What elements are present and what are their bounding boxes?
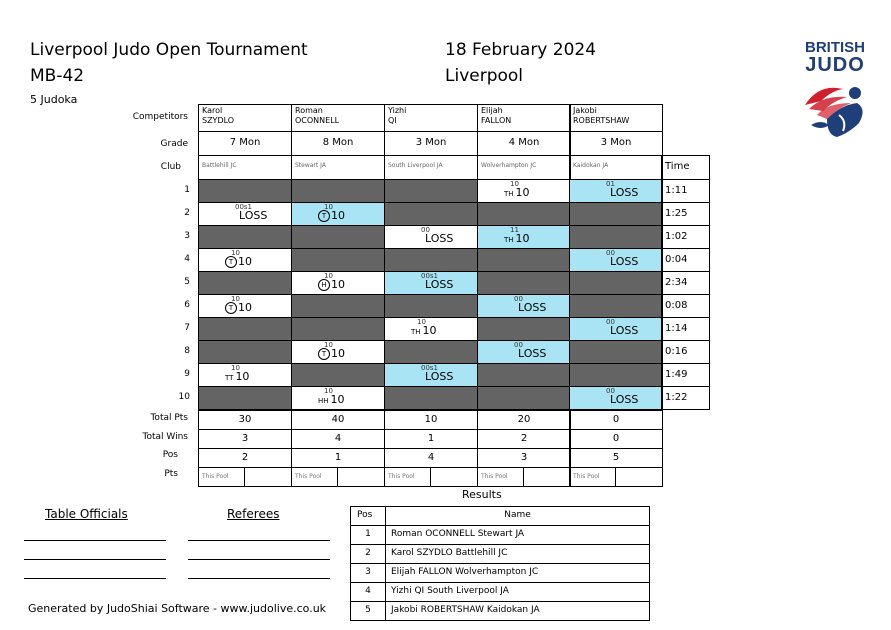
empty-match-cell (291, 248, 385, 272)
match-score: 00 (606, 318, 615, 326)
waza-mark-icon: T (318, 210, 330, 222)
match-score: 10 (324, 341, 333, 349)
results-pos-cell: 5 (350, 601, 386, 621)
empty-match-cell (569, 271, 663, 295)
match-result-value: 10 (515, 186, 530, 199)
total-pts-cell: 0 (569, 410, 663, 430)
empty-match-cell (569, 340, 663, 364)
match-number: 5 (184, 277, 190, 287)
match-result-value: 10 (331, 347, 345, 360)
this-pool-label: This Pool (292, 468, 338, 486)
position-cell: 1 (291, 448, 385, 468)
total-pts-cell: 40 (291, 410, 385, 430)
competitor-grade-cell: 4 Mon (477, 131, 571, 156)
label-total-pts: Total Pts (150, 413, 188, 423)
empty-match-cell (384, 386, 478, 410)
match-score: 11 (510, 226, 519, 234)
match-result-cell (384, 225, 478, 249)
match-result-cell (198, 294, 292, 318)
competitor-club-cell: Stewart JA (291, 155, 385, 180)
match-number: 4 (184, 254, 190, 264)
competitor-club-cell: Battlehill JC (198, 155, 292, 180)
waza-mark: TH (504, 236, 514, 244)
total-wins-cell: 0 (569, 429, 663, 449)
match-result (425, 278, 453, 291)
match-result (610, 393, 638, 406)
total-pts-cell: 20 (477, 410, 571, 430)
match-time-cell: 1:14 (661, 317, 710, 341)
competitor-first-name: Roman (295, 106, 323, 115)
match-result-value: LOSS (610, 186, 639, 199)
empty-match-cell (477, 317, 571, 341)
match-result-value: LOSS (425, 370, 454, 383)
results-name-cell: Jakobi ROBERTSHAW Kaidokan JA (385, 601, 650, 621)
match-score: 10 (231, 249, 240, 257)
match-result-cell (384, 271, 478, 295)
competitor-grade-cell: 8 Mon (291, 131, 385, 156)
official-signature-line (24, 578, 166, 579)
competitor-name-cell (569, 104, 663, 132)
competitor-grade-cell: 3 Mon (384, 131, 478, 156)
results-name-header: Name (385, 506, 650, 526)
empty-match-cell (198, 271, 292, 295)
waza-mark-icon: T (225, 256, 237, 268)
competitor-last-name: FALLON (481, 116, 512, 125)
total-wins-cell: 3 (198, 429, 292, 449)
match-result-cell (384, 317, 478, 341)
match-result (518, 347, 546, 360)
label-competitors: Competitors (132, 112, 188, 122)
competitor-name-cell (198, 104, 292, 132)
empty-match-cell (384, 294, 478, 318)
empty-match-cell (477, 248, 571, 272)
match-number: 10 (178, 392, 190, 402)
match-number: 8 (184, 346, 190, 356)
match-number: 7 (184, 323, 190, 333)
tournament-title: Liverpool Judo Open Tournament (30, 40, 308, 60)
this-pool-label: This Pool (570, 468, 616, 486)
match-score: 00s1 (235, 203, 253, 211)
match-result-cell (291, 340, 385, 364)
logo-text-line1: BRITISH (805, 39, 865, 56)
match-result (610, 255, 638, 268)
match-result-value: LOSS (610, 324, 639, 337)
results-pos-cell: 1 (350, 525, 386, 545)
referee-signature-line (188, 540, 330, 541)
waza-mark: TH (411, 328, 421, 336)
match-time-cell: 2:34 (661, 271, 710, 295)
match-score: 00s1 (421, 272, 439, 280)
table-officials-label: Table Officials (45, 507, 128, 521)
match-result (504, 232, 530, 245)
tournament-location: Liverpool (445, 66, 524, 86)
this-pool-label: This Pool (478, 468, 524, 486)
match-result (239, 209, 267, 222)
tournament-date: 18 February 2024 (445, 40, 597, 60)
competitor-club-cell: South Liverpool JA (384, 155, 478, 180)
match-result-value: 10 (238, 255, 252, 268)
position-cell: 4 (384, 448, 478, 468)
this-pool-label: This Pool (199, 468, 245, 486)
match-result-value: LOSS (425, 278, 454, 291)
judoka-count: 5 Judoka (30, 93, 78, 106)
competitor-first-name: Jakobi (573, 106, 597, 115)
competitor-grade-cell: 7 Mon (198, 131, 292, 156)
empty-match-cell (291, 179, 385, 203)
match-result-cell (569, 179, 663, 203)
referees-label: Referees (227, 507, 280, 521)
pool-pts-cell (384, 467, 478, 487)
results-name-cell: Elijah FALLON Wolverhampton JC (385, 563, 650, 583)
competitor-club-cell: Wolverhampton JC (477, 155, 571, 180)
match-number: 1 (184, 185, 190, 195)
match-score: 00 (514, 295, 523, 303)
competitor-club-cell: Kaidokan JA (569, 155, 663, 180)
results-pos-cell: 3 (350, 563, 386, 583)
match-result-value: LOSS (610, 393, 639, 406)
category-label: MB-42 (30, 66, 85, 86)
waza-mark: HH (318, 397, 329, 405)
empty-match-cell (198, 340, 292, 364)
position-cell: 3 (477, 448, 571, 468)
match-result (518, 301, 546, 314)
match-result-value: LOSS (425, 232, 454, 245)
match-result (504, 186, 530, 199)
match-time-cell: 1:11 (661, 179, 710, 203)
match-time-cell: 1:02 (661, 225, 710, 249)
waza-mark-icon: T (318, 348, 330, 360)
match-result (411, 324, 437, 337)
waza-mark-icon: H (318, 279, 330, 291)
match-result-cell (198, 363, 292, 387)
empty-match-cell (569, 363, 663, 387)
match-result-value: 10 (422, 324, 437, 337)
match-result-value: 10 (235, 370, 250, 383)
competitor-first-name: Yizhi (388, 106, 407, 115)
match-result-value: LOSS (518, 301, 547, 314)
total-wins-cell: 4 (291, 429, 385, 449)
match-score: 10 (231, 364, 240, 372)
results-title: Results (462, 488, 502, 501)
match-score: 10 (324, 272, 333, 280)
match-result-value: LOSS (518, 347, 547, 360)
empty-match-cell (384, 179, 478, 203)
match-result-value: 10 (330, 393, 345, 406)
match-score: 00s1 (421, 364, 439, 372)
match-score: 10 (510, 180, 519, 188)
label-total-wins: Total Wins (142, 432, 188, 442)
empty-match-cell (477, 386, 571, 410)
official-signature-line (24, 540, 166, 541)
match-time-cell: 0:04 (661, 248, 710, 272)
logo-text-line2: JUDO (805, 54, 865, 76)
empty-match-cell (477, 271, 571, 295)
competitor-name-cell (384, 104, 478, 132)
match-score: 10 (231, 295, 240, 303)
label-pos: Pos (162, 450, 178, 460)
match-result (318, 278, 345, 291)
match-result-cell (477, 340, 571, 364)
match-number: 6 (184, 300, 190, 310)
empty-match-cell (384, 248, 478, 272)
match-result (610, 186, 638, 199)
pool-pts-cell (198, 467, 292, 487)
competitor-grade-cell: 3 Mon (569, 131, 663, 156)
competitor-first-name: Elijah (481, 106, 503, 115)
match-result-cell (384, 363, 478, 387)
match-result (425, 232, 453, 245)
label-club: Club (160, 162, 181, 172)
this-pool-label: This Pool (385, 468, 431, 486)
match-score: 10 (324, 203, 333, 211)
match-score: 00 (606, 387, 615, 395)
footer-generated: Generated by JudoShiai Software - www.judolive.co.uk (28, 602, 327, 615)
match-result (225, 370, 249, 383)
match-result-cell (291, 202, 385, 226)
empty-match-cell (198, 225, 292, 249)
empty-match-cell (198, 179, 292, 203)
label-grade: Grade (160, 139, 188, 149)
match-result-cell (198, 248, 292, 272)
match-result-cell (477, 294, 571, 318)
empty-match-cell (569, 225, 663, 249)
match-result (318, 209, 345, 222)
match-result-value: LOSS (610, 255, 639, 268)
match-score: 01 (606, 180, 615, 188)
match-time-cell: 1:49 (661, 363, 710, 387)
match-result-value: 10 (331, 209, 345, 222)
competitor-first-name: Karol (202, 106, 223, 115)
match-result-value: 10 (515, 232, 530, 245)
waza-mark: TH (504, 190, 514, 198)
match-time-cell: 1:25 (661, 202, 710, 226)
empty-match-cell (477, 202, 571, 226)
time-header: Time (661, 155, 710, 180)
waza-mark: TT (225, 374, 234, 382)
judoka-figure-icon (797, 75, 873, 147)
empty-match-cell (198, 317, 292, 341)
competitor-last-name: SZYDLO (202, 116, 235, 125)
empty-match-cell (384, 202, 478, 226)
match-result-value: LOSS (239, 209, 268, 222)
empty-match-cell (569, 202, 663, 226)
match-result-cell (291, 271, 385, 295)
empty-match-cell (291, 317, 385, 341)
competitor-name-cell (291, 104, 385, 132)
competitor-last-name: OCONNELL (295, 116, 340, 125)
match-result (318, 347, 345, 360)
match-time-cell: 0:16 (661, 340, 710, 364)
match-result (425, 370, 453, 383)
empty-match-cell (477, 363, 571, 387)
match-result-cell (569, 386, 663, 410)
match-number: 9 (184, 369, 190, 379)
match-result (225, 255, 252, 268)
empty-match-cell (384, 340, 478, 364)
referee-signature-line (188, 559, 330, 560)
empty-match-cell (291, 225, 385, 249)
match-result-value: 10 (331, 278, 345, 291)
match-result (610, 324, 638, 337)
position-cell: 5 (569, 448, 663, 468)
referee-signature-line (188, 578, 330, 579)
total-pts-cell: 10 (384, 410, 478, 430)
match-time-cell: 0:08 (661, 294, 710, 318)
total-wins-cell: 1 (384, 429, 478, 449)
empty-match-cell (291, 294, 385, 318)
match-number: 2 (184, 208, 190, 218)
match-score: 00 (514, 341, 523, 349)
match-result-cell (569, 317, 663, 341)
competitor-last-name: QI (388, 116, 397, 125)
british-judo-logo (795, 40, 875, 150)
match-score: 10 (417, 318, 426, 326)
match-result-cell (198, 202, 292, 226)
match-result-cell (477, 179, 571, 203)
results-pos-cell: 2 (350, 544, 386, 564)
match-time-cell: 1:22 (661, 386, 710, 410)
position-cell: 2 (198, 448, 292, 468)
results-pos-cell: 4 (350, 582, 386, 602)
pool-pts-cell (291, 467, 385, 487)
match-result-value: 10 (238, 301, 252, 314)
match-result-cell (291, 386, 385, 410)
total-pts-cell: 30 (198, 410, 292, 430)
match-score: 10 (324, 387, 333, 395)
match-score: 00 (421, 226, 430, 234)
empty-match-cell (291, 363, 385, 387)
empty-match-cell (198, 386, 292, 410)
results-name-cell: Yizhi QI South Liverpool JA (385, 582, 650, 602)
match-number: 3 (184, 231, 190, 241)
competitor-name-cell (477, 104, 571, 132)
label-pts: Pts (164, 469, 178, 479)
pool-pts-cell (569, 467, 663, 487)
results-name-cell: Karol SZYDLO Battlehill JC (385, 544, 650, 564)
match-result-cell (569, 248, 663, 272)
results-pos-header: Pos (350, 506, 386, 526)
match-result-cell (477, 225, 571, 249)
official-signature-line (24, 559, 166, 560)
total-wins-cell: 2 (477, 429, 571, 449)
results-name-cell: Roman OCONNELL Stewart JA (385, 525, 650, 545)
competitor-last-name: ROBERTSHAW (573, 116, 630, 125)
empty-match-cell (569, 294, 663, 318)
match-result (225, 301, 252, 314)
pool-pts-cell (477, 467, 571, 487)
match-result (318, 393, 345, 406)
waza-mark-icon: T (225, 302, 237, 314)
match-score: 00 (606, 249, 615, 257)
